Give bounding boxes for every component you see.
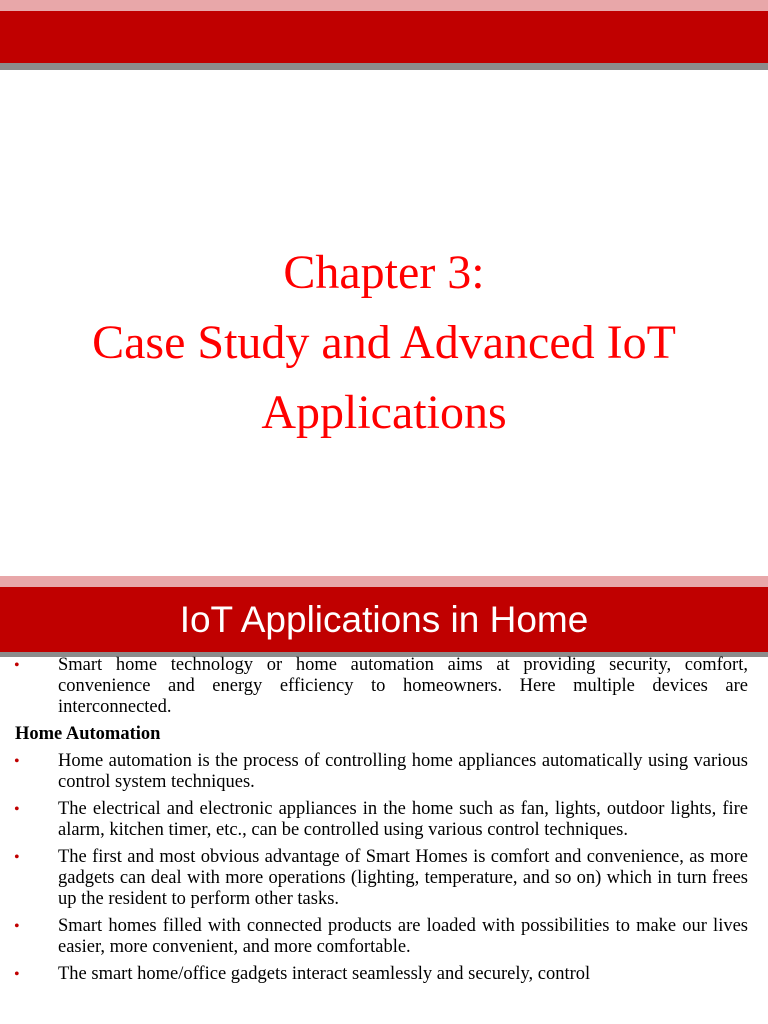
slide-heading: IoT Applications in Home — [179, 599, 589, 640]
section-subheading: Home Automation — [15, 724, 161, 744]
bullet-icon: • — [14, 918, 20, 935]
chapter-title — [0, 238, 768, 448]
bullet-icon: • — [14, 801, 20, 818]
bullet-text: Smart homes filled with connected products are loaded with possibilities to make our lives easier, more convenient, and more comfortable. — [58, 916, 748, 957]
bullet-text: The electrical and electronic appliances in the home such as fan, lights, outdoor lights, fire alarm, kitchen timer, etc., can be controlled using various control techniques. — [58, 799, 748, 840]
title-line-3: Applications — [261, 386, 507, 439]
bullet-icon: • — [14, 657, 20, 674]
list-item — [0, 751, 768, 793]
heading-banner-accent — [0, 576, 768, 587]
list-item — [0, 799, 768, 841]
list-item — [0, 964, 768, 985]
bullet-text: Home automation is the process of controlling home appliances automatically using various control system techniques. — [58, 751, 748, 792]
top-banner-shadow — [0, 63, 768, 70]
list-item — [0, 916, 768, 958]
title-line-2: Case Study and Advanced IoT — [92, 316, 676, 369]
top-banner — [0, 11, 768, 63]
bullet-icon: • — [14, 966, 20, 983]
list-item — [0, 655, 768, 718]
title-line-1: Chapter 3: — [283, 246, 485, 299]
bullet-text: Smart home technology or home automation aims at providing security, comfort, convenience and energy efficiency to homeowners. Here multiple devices are interconnected. — [58, 655, 748, 717]
bullet-text: The first and most obvious advantage of Smart Homes is comfort and convenience, as more gadgets can deal with more operations (lighting, temperature, and so on) which in turn frees up the resident to perform other tasks. — [58, 847, 748, 909]
bullet-icon: • — [14, 849, 20, 866]
content-slide — [0, 576, 768, 1024]
list-item — [0, 847, 768, 910]
top-banner-accent — [0, 0, 768, 11]
slide-body — [0, 655, 768, 991]
bullet-text: The smart home/office gadgets interact seamlessly and securely, control — [58, 964, 591, 984]
bullet-icon: • — [14, 753, 20, 770]
